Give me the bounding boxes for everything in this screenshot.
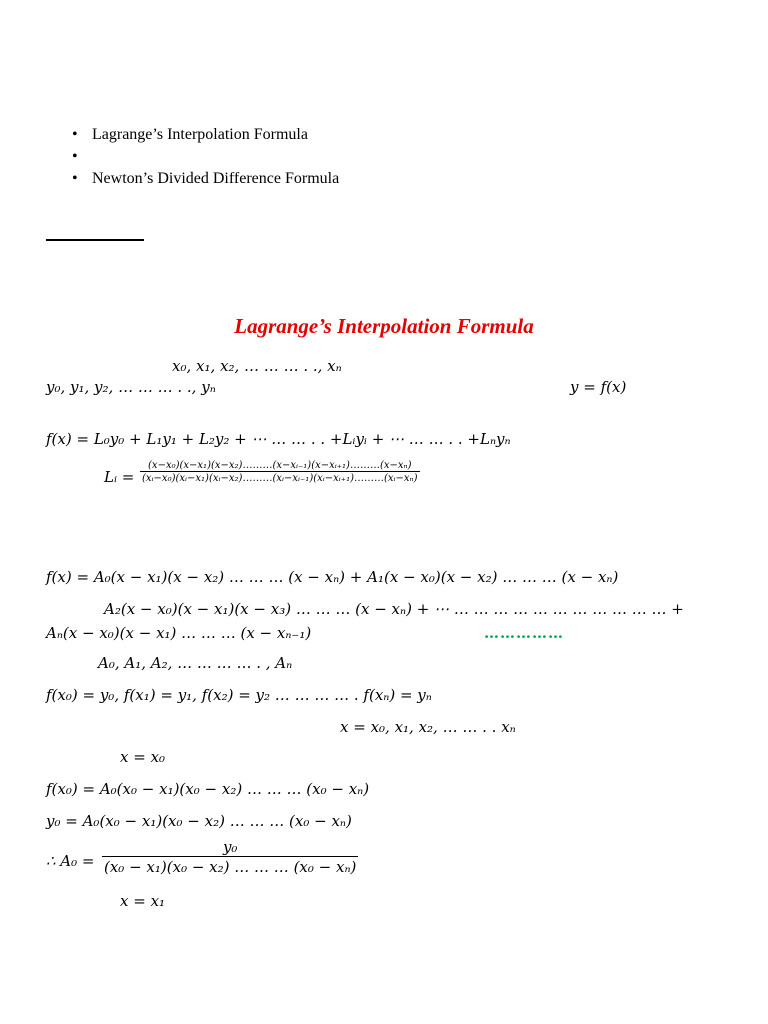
list-item [72, 146, 339, 168]
a0-fraction [102, 838, 358, 876]
li-denominator: (xᵢ−x₀)(xᵢ−x₁)(xᵢ−x₂)………(xᵢ−xᵢ₋₁)(xᵢ−xᵢ₊₁)………(xᵢ−xₙ) [142, 473, 418, 484]
newton-formula-line-3: Aₙ(x − x₀)(x − x₁) … … … (x − xₙ₋₁) [46, 624, 312, 642]
newton-formula-line-2: A₂(x − x₀)(x − x₁)(x − x₃) … … … (x − xₙ) + ⋯ … … … … … … … … … … … + [104, 600, 684, 618]
x-values-line: x₀, x₁, x₂, … … … . ., xₙ [172, 357, 342, 375]
lagrange-sum-formula: f(x) = L₀y₀ + L₁y₁ + L₂y₂ + ⋯ … … . . +Lᵢyᵢ + ⋯ … … . . +Lₙyₙ [46, 430, 511, 448]
x-equals-x1: x = x₁ [120, 892, 166, 910]
y-values-line: y₀, y₁, y₂, … … … . ., yₙ [46, 378, 216, 396]
li-fraction [140, 460, 420, 484]
f-x0-line: f(x₀) = A₀(x₀ − x₁)(x₀ − x₂) … … … (x₀ − xₙ) [46, 780, 370, 798]
coefficients-line: A₀, A₁, A₂, … … … … . , Aₙ [98, 654, 293, 672]
topic-list [72, 124, 339, 190]
green-dots: …………… [484, 624, 564, 642]
list-item: • Lagrange’s Interpolation Formula [72, 124, 339, 146]
a0-denominator: (x₀ − x₁)(x₀ − x₂) … … … (x₀ − xₙ) [104, 858, 357, 876]
y-equals-fx: y = f(x) [570, 378, 627, 396]
a0-lhs: ∴ A₀ = [46, 852, 95, 870]
x-range-line: x = x₀, x₁, x₂, … … . . xₙ [340, 718, 516, 736]
a0-numerator: y₀ [222, 838, 238, 856]
y0-line: y₀ = A₀(x₀ − x₁)(x₀ − x₂) … … … (x₀ − xₙ) [46, 812, 352, 830]
x-equals-x0: x = x₀ [120, 748, 166, 766]
horizontal-rule [46, 239, 144, 241]
list-item: • Newton’s Divided Difference Formula [72, 168, 339, 190]
li-numerator: (x−x₀)(x−x₁)(x−x₂)………(x−xᵢ₋₁)(x−xᵢ₊₁)………(x−xₙ) [148, 460, 412, 471]
conditions-line: f(x₀) = y₀, f(x₁) = y₁, f(x₂) = y₂ … … … … . f(xₙ) = yₙ [46, 686, 432, 704]
li-lhs: Lᵢ = [104, 468, 135, 486]
newton-formula-line-1: f(x) = A₀(x − x₁)(x − x₂) … … … (x − xₙ) + A₁(x − x₀)(x − x₂) … … … (x − xₙ) [46, 568, 619, 586]
section-title: Lagrange’s Interpolation Formula [234, 314, 534, 338]
